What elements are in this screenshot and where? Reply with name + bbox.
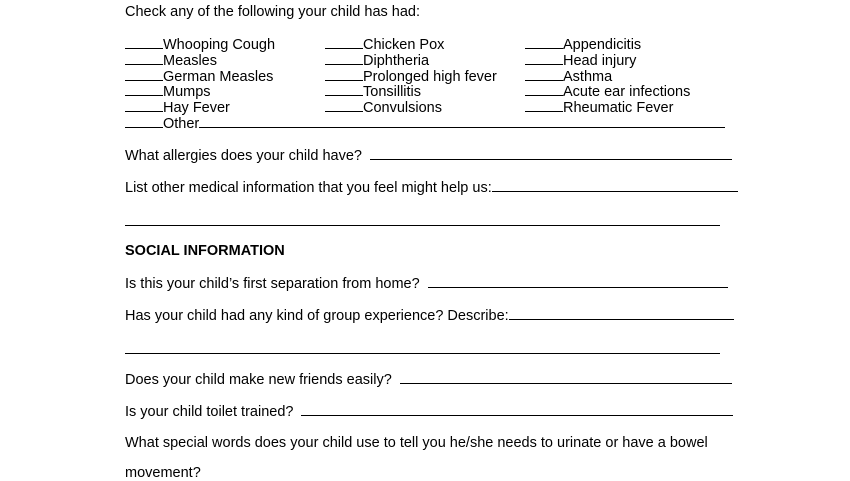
allergies-field[interactable] — [370, 147, 732, 160]
checkbox-blank[interactable] — [125, 52, 163, 65]
checkbox-blank[interactable] — [325, 52, 363, 65]
condition-item: Rheumatic Fever — [525, 99, 690, 115]
checklist-intro: Check any of the following your child has had: — [125, 4, 421, 20]
conditions-column-2 — [325, 36, 497, 115]
checkbox-blank[interactable] — [525, 99, 563, 112]
condition-item: Hay Fever — [125, 99, 725, 115]
allergies-question: What allergies does your child have? — [125, 147, 732, 164]
condition-item: German Measles — [125, 68, 725, 84]
social-information-heading: SOCIAL INFORMATION — [125, 243, 285, 259]
special-words-question-continued: movement? — [125, 465, 201, 481]
checkbox-blank[interactable] — [125, 36, 163, 49]
condition-item: Asthma — [525, 68, 690, 84]
medical-info-question: List other medical information that you feel might help us: — [125, 179, 738, 196]
new-friends-field[interactable] — [400, 371, 732, 384]
other-condition-field[interactable] — [199, 115, 725, 128]
toilet-trained-field[interactable] — [301, 403, 733, 416]
condition-item: Acute ear infections — [525, 83, 690, 99]
checkbox-blank[interactable] — [125, 83, 163, 96]
checkbox-blank[interactable] — [125, 115, 163, 128]
condition-item: Chicken Pox — [325, 36, 497, 52]
condition-item: Prolonged high fever — [325, 68, 497, 84]
group-experience-question: Has your child had any kind of group experience? Describe: — [125, 307, 734, 324]
condition-item: Head injury — [525, 52, 690, 68]
checkbox-blank[interactable] — [125, 68, 163, 81]
first-separation-question: Is this your child’s first separation from home? — [125, 275, 728, 292]
medical-info-field[interactable] — [492, 179, 738, 192]
first-separation-field[interactable] — [428, 275, 728, 288]
group-experience-line-2[interactable] — [125, 353, 720, 354]
toilet-trained-question: Is your child toilet trained? — [125, 403, 733, 420]
checkbox-blank[interactable] — [125, 99, 163, 112]
checkbox-blank[interactable] — [525, 68, 563, 81]
condition-item: Whooping Cough — [125, 36, 725, 52]
checkbox-blank[interactable] — [325, 99, 363, 112]
condition-item-other: Other — [125, 115, 725, 131]
condition-item: Appendicitis — [525, 36, 690, 52]
special-words-question: What special words does your child use to tell you he/she needs to urinate or have a bowel — [125, 435, 708, 451]
condition-item: Convulsions — [325, 99, 497, 115]
conditions-column-3 — [525, 36, 690, 115]
medical-info-line-2[interactable] — [125, 225, 720, 226]
group-experience-field[interactable] — [509, 307, 734, 320]
new-friends-question: Does your child make new friends easily? — [125, 371, 732, 388]
checkbox-blank[interactable] — [325, 83, 363, 96]
checkbox-blank[interactable] — [525, 36, 563, 49]
condition-item: Measles — [125, 52, 725, 68]
condition-item: Tonsillitis — [325, 83, 497, 99]
checkbox-blank[interactable] — [325, 36, 363, 49]
checkbox-blank[interactable] — [325, 68, 363, 81]
condition-item: Diphtheria — [325, 52, 497, 68]
condition-item: Mumps — [125, 83, 725, 99]
checkbox-blank[interactable] — [525, 52, 563, 65]
checkbox-blank[interactable] — [525, 83, 563, 96]
